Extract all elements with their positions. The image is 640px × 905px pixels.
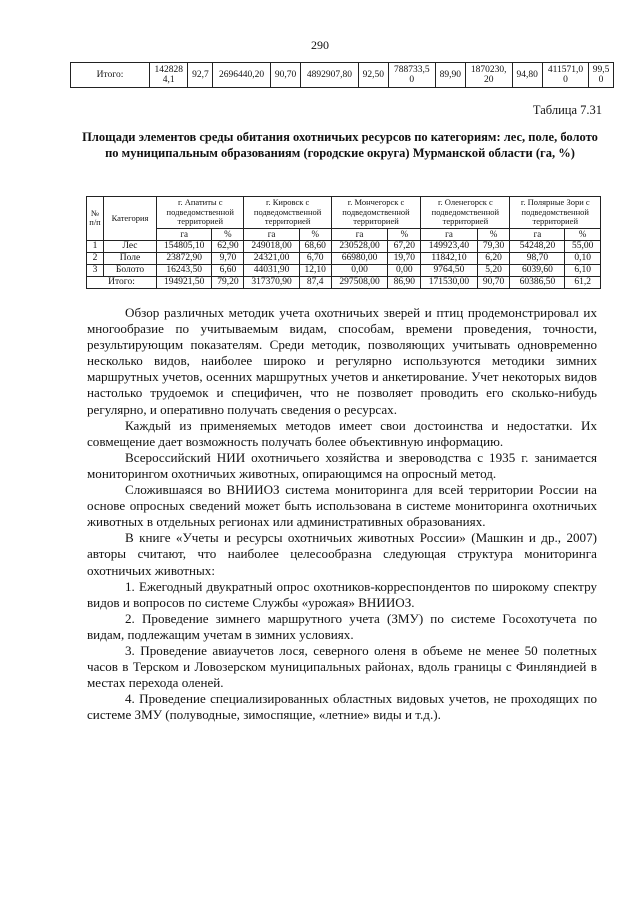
table-cell: 98,70 xyxy=(510,252,565,264)
unit-cell: га xyxy=(331,228,388,240)
unit-cell: % xyxy=(212,228,244,240)
table-cell: 154805,10 xyxy=(157,240,212,252)
table-cell: 94,80 xyxy=(512,63,542,88)
table-cell: 92,50 xyxy=(358,63,388,88)
column-header-region: г. Кировск с подведомственной территорией xyxy=(244,197,331,229)
table-cell: 54248,20 xyxy=(510,240,565,252)
table-header-row xyxy=(87,197,601,229)
table-cell: 2696440,20 xyxy=(213,63,271,88)
paragraph: В книге «Учеты и ресурсы охотничьих животных России» (Машкин и др., 2007) авторы считают, что наиболее целесообразна следующая структура мониторинга охотничьих животных: xyxy=(87,530,597,578)
table-cell: 5,20 xyxy=(477,264,510,276)
table-cell: 24321,00 xyxy=(244,252,299,264)
table-cell: 9764,50 xyxy=(421,264,477,276)
column-header-number: № п/п xyxy=(87,197,104,241)
table-cell: 19,70 xyxy=(388,252,421,264)
column-header-region: г. Мончегорск с подведомственной территорией xyxy=(331,197,421,229)
table-cell: 92,7 xyxy=(188,63,213,88)
unit-cell: % xyxy=(477,228,510,240)
table-cell: 67,20 xyxy=(388,240,421,252)
unit-cell: га xyxy=(421,228,477,240)
table-cell: 9,70 xyxy=(212,252,244,264)
table-row xyxy=(87,240,601,252)
unit-cell: % xyxy=(299,228,331,240)
table-cell: 89,90 xyxy=(435,63,465,88)
table-cell: 4892907,80 xyxy=(301,63,359,88)
table-cell: 6,20 xyxy=(477,252,510,264)
table-cell: 6,60 xyxy=(212,264,244,276)
table-cell: 68,60 xyxy=(299,240,331,252)
paragraph: Всероссийский НИИ охотничьего хозяйства и звероводства с 1935 г. занимается мониторингом охотничьих животных, опирающимся на опросный метод. xyxy=(87,449,597,481)
table-units-row xyxy=(87,228,601,240)
row-category: Поле xyxy=(104,252,157,264)
habitat-area-table xyxy=(86,196,601,289)
unit-cell: % xyxy=(388,228,421,240)
table-cell: 44031,90 xyxy=(244,264,299,276)
list-item: 4. Проведение специализированных областных видовых учетов, не проходящих по системе ЗМУ (полуводные, зимоспящие, «летние» виды и т.д.). xyxy=(87,691,597,723)
unit-cell: га xyxy=(244,228,299,240)
table-cell: 16243,50 xyxy=(157,264,212,276)
table-row xyxy=(71,63,614,88)
table-cell: 66980,00 xyxy=(331,252,388,264)
row-category: Болото xyxy=(104,264,157,276)
table-cell: 194921,50 xyxy=(157,276,212,288)
body-text xyxy=(87,305,597,723)
table-cell: 6,10 xyxy=(565,264,601,276)
column-header-category: Категория xyxy=(104,197,157,241)
table-cell: 317370,90 xyxy=(244,276,299,288)
table-cell: 90,70 xyxy=(477,276,510,288)
table-row xyxy=(87,264,601,276)
table-cell: 6,70 xyxy=(299,252,331,264)
total-label: Итого: xyxy=(87,276,157,288)
table-cell: 788733,5 0 xyxy=(388,63,435,88)
row-number: 1 xyxy=(87,240,104,252)
list-item: 1. Ежегодный двукратный опрос охотников-корреспондентов по широкому спектру видов и вопросов по системе Службы «урожая» ВНИИОЗ. xyxy=(87,578,597,610)
list-item: 2. Проведение зимнего маршрутного учета (ЗМУ) по системе Госохотучета по видам, подлежащим учетам в зимних условиях. xyxy=(87,610,597,642)
column-header-region: г. Апатиты с подведомственной территорией xyxy=(157,197,244,229)
unit-cell: га xyxy=(157,228,212,240)
table-cell: 249018,00 xyxy=(244,240,299,252)
table-cell: 79,30 xyxy=(477,240,510,252)
previous-table-total-row xyxy=(70,62,614,88)
table-cell: 230528,00 xyxy=(331,240,388,252)
page-number: 290 xyxy=(311,38,329,52)
paragraph: Каждый из применяемых методов имеет свои достоинства и недостатки. Их совмещение дает возможность получать более объективную информацию. xyxy=(87,417,597,449)
table-cell: 55,00 xyxy=(565,240,601,252)
column-header-region: г. Полярные Зори с подведомственной территорией xyxy=(510,197,601,229)
table-total-row xyxy=(87,276,601,288)
table-cell: 1870230, 20 xyxy=(465,63,512,88)
table-cell: 0,00 xyxy=(331,264,388,276)
table-cell: 0,00 xyxy=(388,264,421,276)
table-row xyxy=(87,252,601,264)
table-cell: 87,4 xyxy=(299,276,331,288)
unit-cell: % xyxy=(565,228,601,240)
table-cell: 60386,50 xyxy=(510,276,565,288)
table-cell: 23872,90 xyxy=(157,252,212,264)
table-cell: 149923,40 xyxy=(421,240,477,252)
table-cell: 86,90 xyxy=(388,276,421,288)
table-cell: 6039,60 xyxy=(510,264,565,276)
row-number: 3 xyxy=(87,264,104,276)
table-cell: 90,70 xyxy=(270,63,300,88)
table-cell: 61,2 xyxy=(565,276,601,288)
table-cell: 12,10 xyxy=(299,264,331,276)
paragraph: Обзор различных методик учета охотничьих зверей и птиц продемонстрировал их многообразие по учитываемым видам, способам, времени проведения, точности, результирующим показателям. Среди методик, позволяющих учитывать одновременно несколько видов, наиболее широко и регулярно используются методики зимних маршрутных учетов, осенних маршрутных учетов и анкетирование. Учет некоторых видов настолько трудоемок и специфичен, что не позволяет проводить его сколько-нибудь регулярно, и оперативно получать сведения о ресурсах. xyxy=(87,305,597,417)
table-cell: 79,20 xyxy=(212,276,244,288)
table-number-label: Таблица 7.31 xyxy=(532,103,602,117)
table-cell: Итого: xyxy=(71,63,150,88)
table-cell: 142828 4,1 xyxy=(150,63,188,88)
table-cell: 99,5 0 xyxy=(589,63,614,88)
column-header-region: г. Оленегорск с подведомственной территорией xyxy=(421,197,510,229)
table-cell: 11842,10 xyxy=(421,252,477,264)
row-category: Лес xyxy=(104,240,157,252)
table-cell: 171530,00 xyxy=(421,276,477,288)
table-cell: 0,10 xyxy=(565,252,601,264)
table-cell: 411571,0 0 xyxy=(542,63,588,88)
row-number: 2 xyxy=(87,252,104,264)
table-cell: 62,90 xyxy=(212,240,244,252)
table-cell: 297508,00 xyxy=(331,276,388,288)
unit-cell: га xyxy=(510,228,565,240)
table-title: Площади элементов среды обитания охотничьих ресурсов по категориям: лес, поле, болото по муниципальным образованиям (городские округа) Мурманской области (га, %) xyxy=(82,130,598,160)
paragraph: Сложившаяся во ВНИИОЗ система мониторинга для всей территории России на основе опросных сведений может быть использована в системе мониторинга охотничьих животных в отдельных регионах или административных образованиях. xyxy=(87,482,597,530)
list-item: 3. Проведение авиаучетов лося, северного оленя в объеме не менее 50 полетных часов в Терском и Ловозерском муниципальных районах, вдоль границы с Финляндией в местах перехода оленей. xyxy=(87,642,597,691)
